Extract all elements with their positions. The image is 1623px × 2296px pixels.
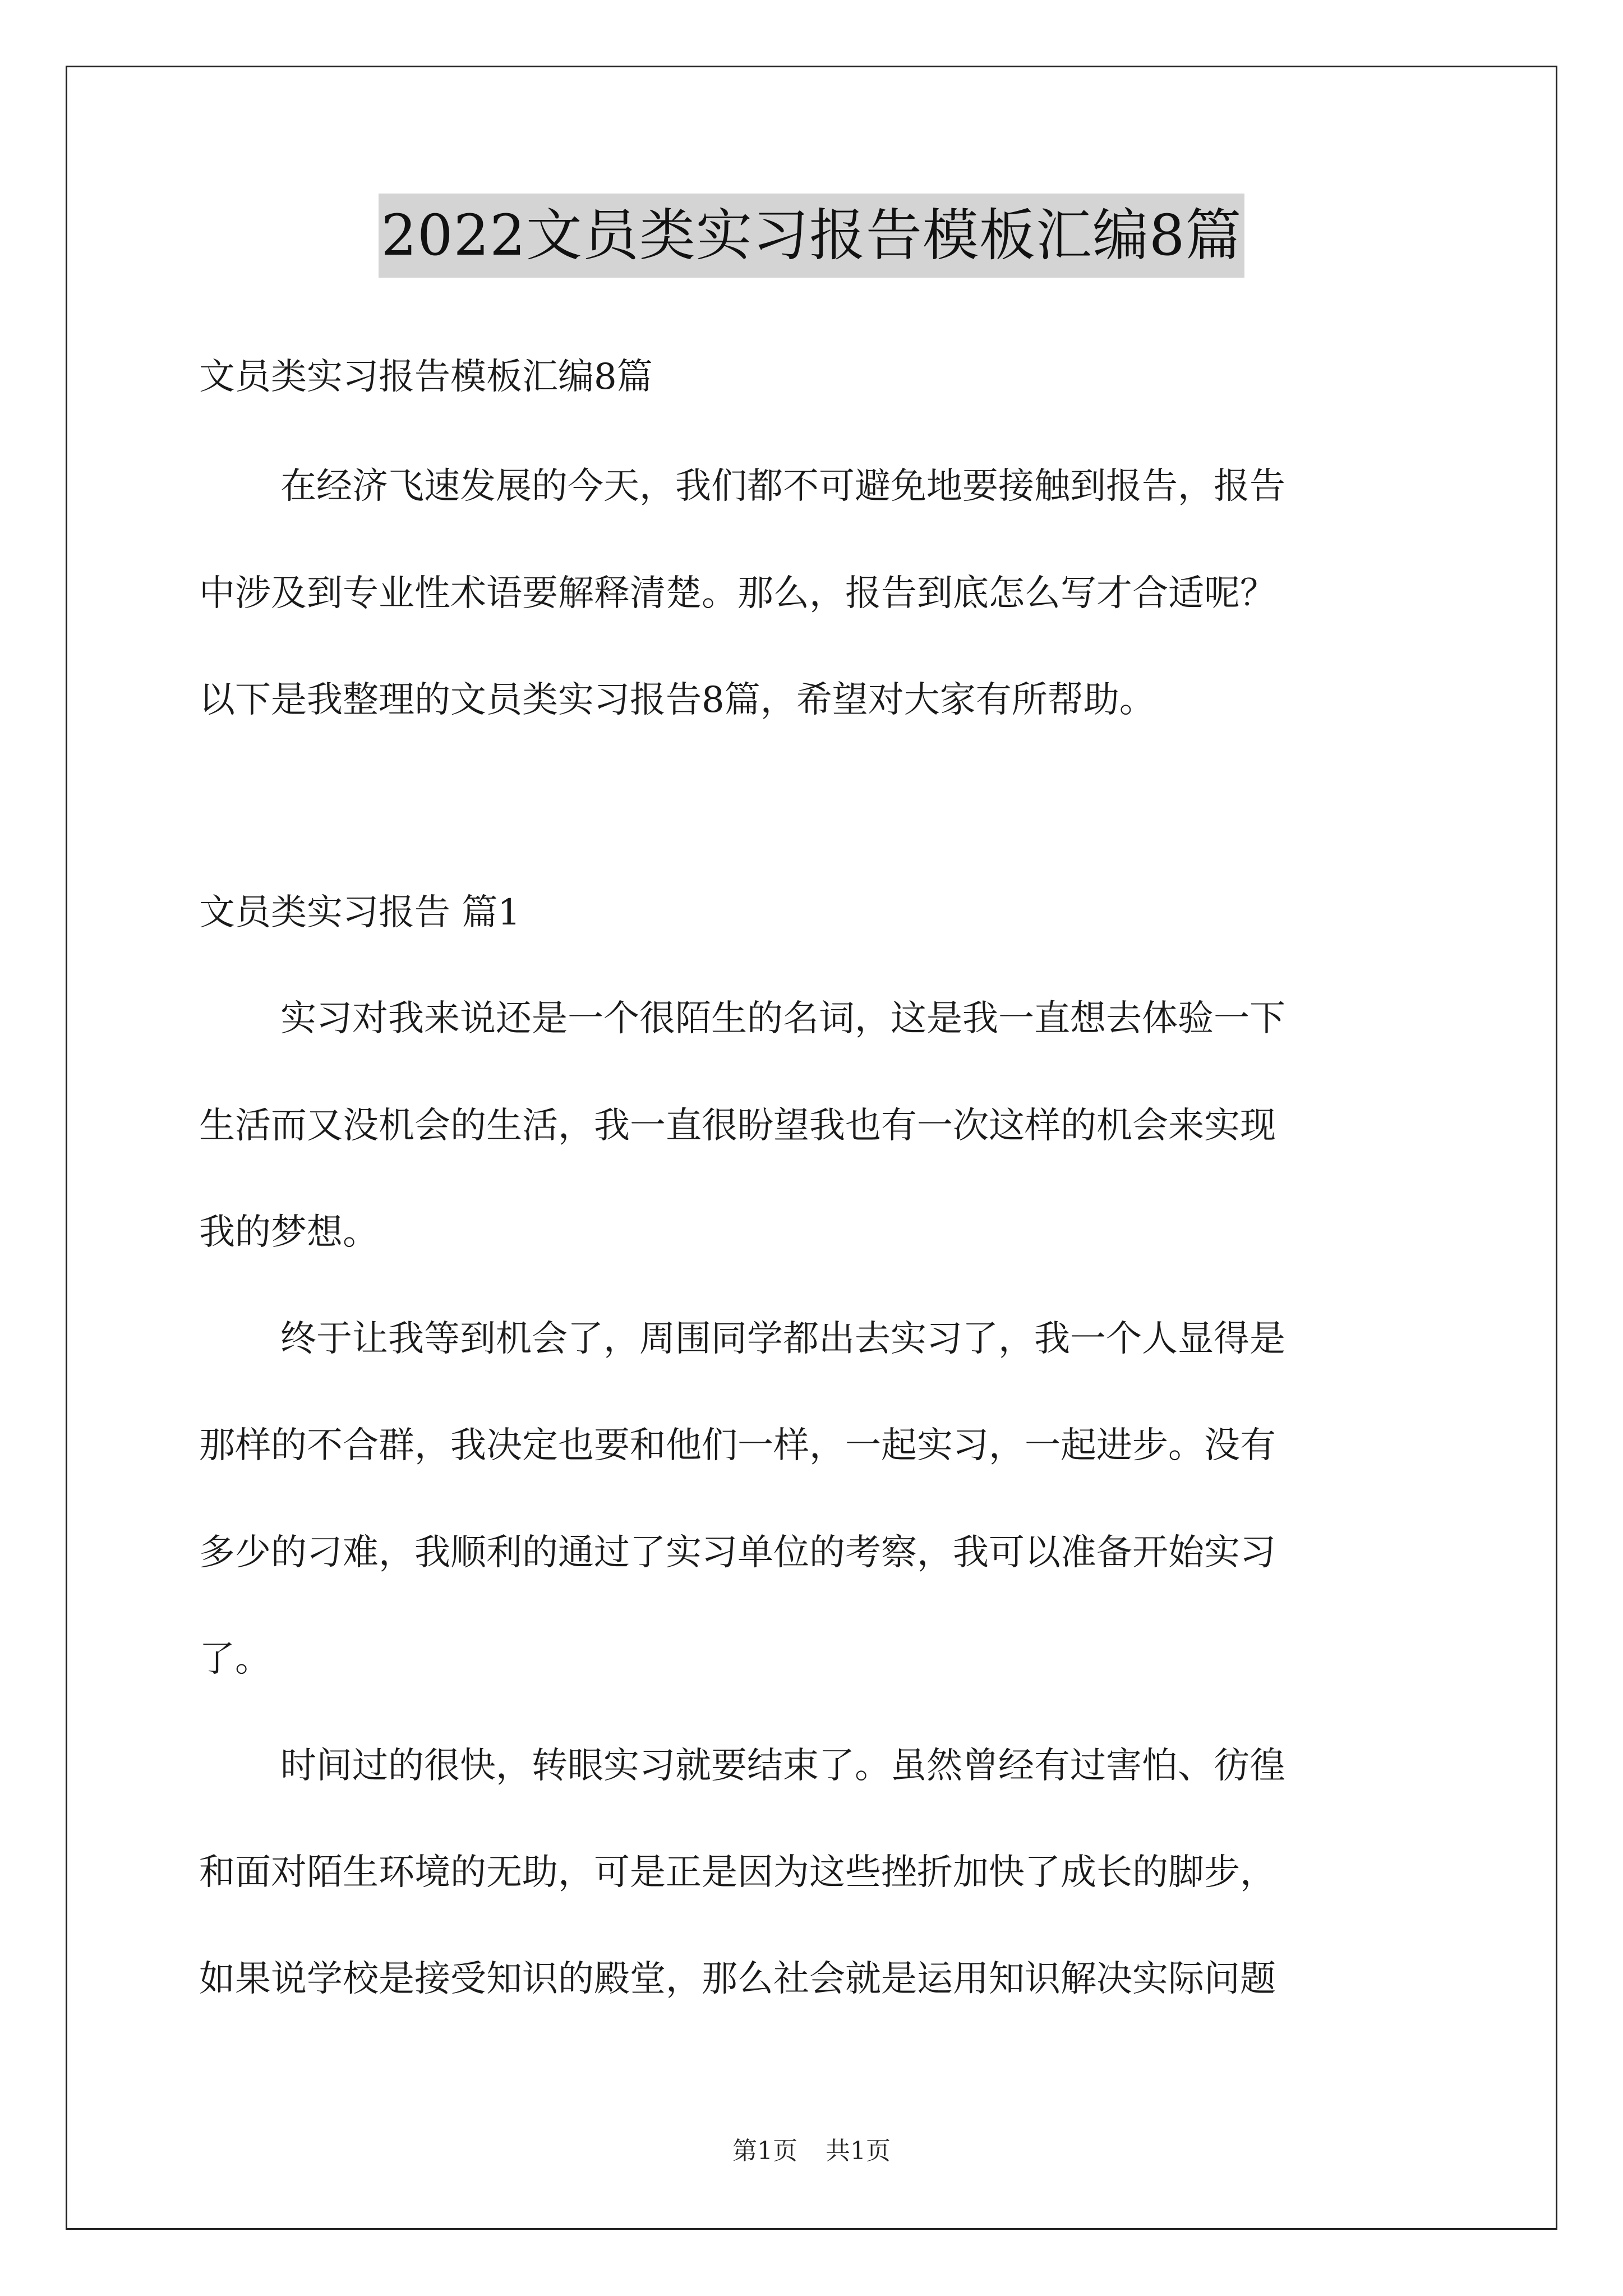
paragraph1-line-1: 实习对我来说还是一个很陌生的名词，这是我一直想去体验一下: [280, 998, 1285, 1039]
document-subtitle: 文员类实习报告模板汇编8篇: [199, 356, 653, 398]
section-heading: 文员类实习报告 篇1: [199, 892, 521, 933]
paragraph2-line-4: 了。: [199, 1639, 271, 1680]
paragraph2-line-1: 终于让我等到机会了，周围同学都出去实习了，我一个人显得是: [280, 1318, 1285, 1360]
intro-line-2: 中涉及到专业性术语要解释清楚。那么，报告到底怎么写才合适呢？: [199, 573, 1276, 614]
page-total: 共1页: [826, 2137, 891, 2165]
paragraph3-line-2: 和面对陌生环境的无助，可是正是因为这些挫折加快了成长的脚步，: [199, 1852, 1276, 1893]
paragraph1-line-3: 我的梦想。: [199, 1212, 379, 1253]
paragraph1-line-2: 生活而又没机会的生活，我一直很盼望我也有一次这样的机会来实现: [199, 1105, 1276, 1147]
paragraph3-line-3: 如果说学校是接受知识的殿堂，那么社会就是运用知识解决实际问题: [199, 1958, 1276, 2000]
paragraph2-line-2: 那样的不合群，我决定也要和他们一样，一起实习，一起进步。没有: [199, 1425, 1276, 1466]
paragraph3-line-1: 时间过的很快，转眼实习就要结束了。虽然曾经有过害怕、彷徨: [280, 1745, 1285, 1787]
document-title: 2022文员类实习报告模板汇编8篇: [379, 194, 1244, 278]
page-footer: [0, 2137, 1623, 2165]
page-number: 第1页: [732, 2137, 797, 2165]
intro-line-1: 在经济飞速发展的今天，我们都不可避免地要接触到报告，报告: [280, 466, 1285, 507]
paragraph2-line-3: 多少的刁难，我顺利的通过了实习单位的考察，我可以准备开始实习: [199, 1532, 1276, 1573]
title-container: [0, 194, 1623, 278]
intro-line-3: 以下是我整理的文员类实习报告8篇，希望对大家有所帮助。: [199, 679, 1155, 721]
